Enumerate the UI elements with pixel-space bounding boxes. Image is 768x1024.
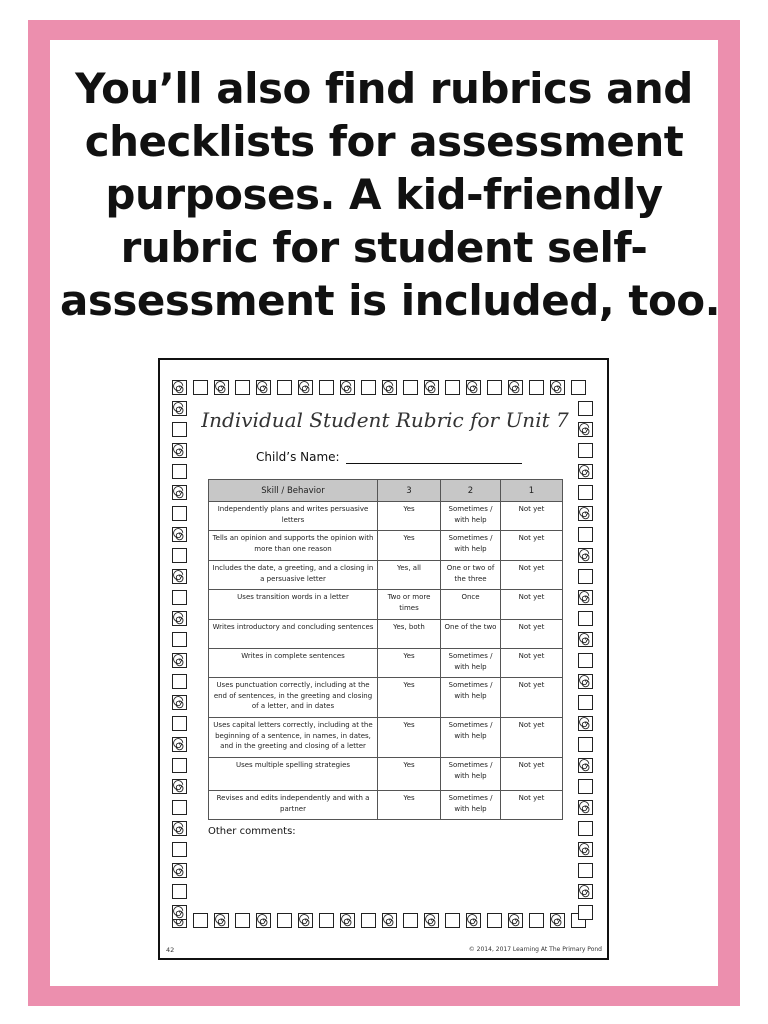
spiral-square-icon — [172, 863, 187, 878]
border-square — [235, 913, 250, 928]
score-3-cell: Yes — [378, 791, 441, 820]
border-square — [571, 380, 586, 395]
table-header-row — [209, 480, 563, 502]
name-row — [256, 450, 522, 464]
skill-cell: Uses punctuation correctly, including at the end of sentences, in the greeting and closing of a letter, and in dates — [209, 678, 378, 718]
border-square — [172, 506, 187, 521]
spiral-square-icon — [508, 913, 523, 928]
spiral-square-icon — [466, 380, 481, 395]
spiral-square-icon — [578, 716, 593, 731]
spiral-square-icon — [424, 913, 439, 928]
skill-cell: Uses multiple spelling strategies — [209, 758, 378, 791]
spiral-square-icon — [172, 485, 187, 500]
border-square — [403, 380, 418, 395]
column-header-skill: Skill / Behavior — [209, 480, 378, 502]
score-2-cell: Sometimes / with help — [441, 502, 501, 531]
score-2-cell: One of the two — [441, 620, 501, 649]
score-2-cell: Sometimes / with help — [441, 791, 501, 820]
score-2-cell: Sometimes / with help — [441, 718, 501, 758]
border-square — [172, 800, 187, 815]
border-square — [277, 913, 292, 928]
score-1-cell: Not yet — [501, 678, 563, 718]
spiral-square-icon — [172, 695, 187, 710]
border-square — [578, 695, 593, 710]
spiral-square-icon — [172, 527, 187, 542]
border-square — [578, 611, 593, 626]
score-3-cell: Yes — [378, 718, 441, 758]
border-square — [445, 380, 460, 395]
border-square — [172, 674, 187, 689]
skill-cell: Revises and edits independently and with a partner — [209, 791, 378, 820]
border-square — [578, 737, 593, 752]
score-3-cell: Yes — [378, 531, 441, 561]
score-3-cell: Yes, all — [378, 561, 441, 590]
table-row — [209, 718, 563, 758]
copyright-notice: © 2014, 2017 Learning At The Primary Pond — [468, 946, 602, 953]
border-square — [172, 464, 187, 479]
score-2-cell: Sometimes / with help — [441, 649, 501, 678]
border-square — [172, 758, 187, 773]
score-2-cell: Once — [441, 590, 501, 620]
name-blank-line — [346, 452, 522, 464]
border-square — [529, 380, 544, 395]
border-square — [319, 380, 334, 395]
border-square — [172, 422, 187, 437]
skill-cell: Uses capital letters correctly, including at the beginning of a sentence, in names, in dates, and in the greeting and closing of a letter — [209, 718, 378, 758]
headline — [60, 62, 721, 327]
score-3-cell: Two or more times — [378, 590, 441, 620]
border-square — [172, 548, 187, 563]
border-square — [319, 913, 334, 928]
table-row — [209, 531, 563, 561]
score-3-cell: Yes — [378, 649, 441, 678]
score-1-cell: Not yet — [501, 531, 563, 561]
spiral-square-icon — [578, 422, 593, 437]
skill-cell: Writes in complete sentences — [209, 649, 378, 678]
spiral-square-icon — [172, 401, 187, 416]
worksheet-preview — [158, 358, 609, 960]
border-square — [172, 842, 187, 857]
score-2-cell: One or two of the three — [441, 561, 501, 590]
spiral-square-icon — [256, 380, 271, 395]
border-square — [578, 821, 593, 836]
spiral-square-icon — [382, 380, 397, 395]
spiral-square-icon — [172, 779, 187, 794]
spiral-square-icon — [578, 590, 593, 605]
score-3-cell: Yes — [378, 502, 441, 531]
page-number: 42 — [166, 946, 175, 954]
score-1-cell: Not yet — [501, 649, 563, 678]
table-row — [209, 502, 563, 531]
score-1-cell: Not yet — [501, 791, 563, 820]
headline-line: rubric for student self- — [120, 223, 648, 272]
border-square — [172, 590, 187, 605]
spiral-square-icon — [340, 380, 355, 395]
border-square — [445, 913, 460, 928]
border-square — [578, 905, 593, 920]
spiral-square-icon — [256, 913, 271, 928]
border-square — [578, 401, 593, 416]
spiral-square-icon — [550, 913, 565, 928]
spiral-square-icon — [578, 674, 593, 689]
table-row — [209, 590, 563, 620]
spiral-square-icon — [578, 758, 593, 773]
spiral-square-icon — [578, 548, 593, 563]
table-row — [209, 758, 563, 791]
border-square — [403, 913, 418, 928]
table-row — [209, 561, 563, 590]
headline-line: checklists for assessment — [84, 117, 684, 166]
score-3-cell: Yes — [378, 758, 441, 791]
border-square — [578, 779, 593, 794]
spiral-square-icon — [298, 380, 313, 395]
border-square — [578, 485, 593, 500]
spiral-square-icon — [466, 913, 481, 928]
border-square — [172, 632, 187, 647]
border-square — [172, 716, 187, 731]
skill-cell: Tells an opinion and supports the opinion with more than one reason — [209, 531, 378, 561]
score-1-cell: Not yet — [501, 502, 563, 531]
spiral-square-icon — [172, 653, 187, 668]
score-1-cell: Not yet — [501, 758, 563, 791]
table-row — [209, 620, 563, 649]
spiral-square-icon — [172, 611, 187, 626]
score-1-cell: Not yet — [501, 620, 563, 649]
spiral-square-icon — [578, 632, 593, 647]
spiral-square-icon — [172, 380, 187, 395]
spiral-square-icon — [424, 380, 439, 395]
score-1-cell: Not yet — [501, 561, 563, 590]
rubric-table — [208, 479, 563, 820]
spiral-square-icon — [508, 380, 523, 395]
spiral-square-icon — [172, 821, 187, 836]
spiral-square-icon — [214, 913, 229, 928]
headline-line: assessment is included, too. — [60, 276, 721, 325]
spiral-square-icon — [578, 800, 593, 815]
border-square — [578, 653, 593, 668]
skill-cell: Writes introductory and concluding sentences — [209, 620, 378, 649]
table-row — [209, 649, 563, 678]
border-square — [193, 913, 208, 928]
spiral-square-icon — [340, 913, 355, 928]
border-square — [361, 380, 376, 395]
score-2-cell: Sometimes / with help — [441, 678, 501, 718]
rubric-table-body — [209, 502, 563, 820]
border-square — [487, 913, 502, 928]
spiral-square-icon — [172, 737, 187, 752]
spiral-square-icon — [578, 842, 593, 857]
headline-line: purposes. A kid-friendly — [105, 170, 663, 219]
score-2-cell: Sometimes / with help — [441, 758, 501, 791]
border-square — [578, 863, 593, 878]
spiral-square-icon — [550, 380, 565, 395]
other-comments-label: Other comments: — [208, 826, 296, 837]
score-2-cell: Sometimes / with help — [441, 531, 501, 561]
skill-cell: Independently plans and writes persuasive letters — [209, 502, 378, 531]
spiral-square-icon — [214, 380, 229, 395]
score-1-cell: Not yet — [501, 718, 563, 758]
skill-cell: Includes the date, a greeting, and a closing in a persuasive letter — [209, 561, 378, 590]
column-header-1: 1 — [501, 480, 563, 502]
border-square — [578, 443, 593, 458]
spiral-square-icon — [578, 506, 593, 521]
skill-cell: Uses transition words in a letter — [209, 590, 378, 620]
spiral-square-icon — [578, 884, 593, 899]
column-header-3: 3 — [378, 480, 441, 502]
table-row — [209, 678, 563, 718]
column-header-2: 2 — [441, 480, 501, 502]
border-square — [277, 380, 292, 395]
spiral-square-icon — [382, 913, 397, 928]
name-label: Child’s Name: — [256, 450, 340, 464]
spiral-square-icon — [172, 569, 187, 584]
border-square — [487, 380, 502, 395]
border-square — [235, 380, 250, 395]
spiral-square-icon — [172, 905, 187, 920]
border-square — [529, 913, 544, 928]
border-square — [172, 884, 187, 899]
spiral-square-icon — [298, 913, 313, 928]
border-square — [578, 569, 593, 584]
score-3-cell: Yes — [378, 678, 441, 718]
spiral-square-icon — [578, 464, 593, 479]
worksheet-title: Individual Student Rubric for Unit 7 — [201, 408, 569, 432]
spiral-square-icon — [172, 443, 187, 458]
score-1-cell: Not yet — [501, 590, 563, 620]
table-row — [209, 791, 563, 820]
border-square — [578, 527, 593, 542]
headline-line: You’ll also find rubrics and — [75, 64, 693, 113]
border-square — [361, 913, 376, 928]
border-square — [193, 380, 208, 395]
score-3-cell: Yes, both — [378, 620, 441, 649]
